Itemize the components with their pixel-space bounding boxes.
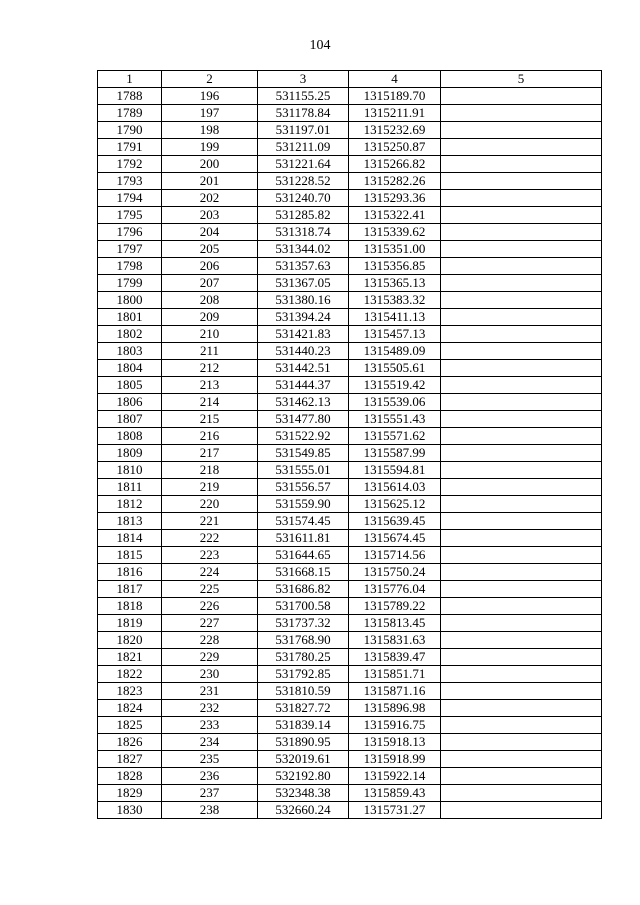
y-coordinate-cell: 1315383.32 (349, 292, 441, 309)
y-coordinate-cell: 1315714.56 (349, 547, 441, 564)
row-number-cell: 1819 (98, 615, 162, 632)
y-coordinate-cell: 1315571.62 (349, 428, 441, 445)
y-coordinate-cell: 1315489.09 (349, 343, 441, 360)
y-coordinate-cell: 1315232.69 (349, 122, 441, 139)
notes-cell (441, 241, 602, 258)
coordinates-table (97, 70, 602, 819)
point-number-cell: 199 (162, 139, 258, 156)
table-row (98, 581, 602, 598)
table-row (98, 513, 602, 530)
table-row (98, 751, 602, 768)
point-number-cell: 219 (162, 479, 258, 496)
notes-cell (441, 394, 602, 411)
y-coordinate-cell: 1315851.71 (349, 666, 441, 683)
table-row (98, 377, 602, 394)
x-coordinate-cell: 531442.51 (258, 360, 349, 377)
point-number-cell: 223 (162, 547, 258, 564)
table-row (98, 173, 602, 190)
y-coordinate-cell: 1315250.87 (349, 139, 441, 156)
y-coordinate-cell: 1315519.42 (349, 377, 441, 394)
y-coordinate-cell: 1315539.06 (349, 394, 441, 411)
notes-cell (441, 734, 602, 751)
notes-cell (441, 496, 602, 513)
point-number-cell: 210 (162, 326, 258, 343)
x-coordinate-cell: 531285.82 (258, 207, 349, 224)
y-coordinate-cell: 1315293.36 (349, 190, 441, 207)
y-coordinate-cell: 1315339.62 (349, 224, 441, 241)
row-number-cell: 1796 (98, 224, 162, 241)
table-row (98, 666, 602, 683)
notes-cell (441, 275, 602, 292)
table-row (98, 394, 602, 411)
row-number-cell: 1824 (98, 700, 162, 717)
x-coordinate-cell: 531810.59 (258, 683, 349, 700)
point-number-cell: 222 (162, 530, 258, 547)
point-number-cell: 197 (162, 105, 258, 122)
table-row (98, 156, 602, 173)
notes-cell (441, 632, 602, 649)
notes-cell (441, 513, 602, 530)
x-coordinate-cell: 531792.85 (258, 666, 349, 683)
x-coordinate-cell: 531318.74 (258, 224, 349, 241)
x-coordinate-cell: 531700.58 (258, 598, 349, 615)
notes-cell (441, 581, 602, 598)
notes-cell (441, 326, 602, 343)
row-number-cell: 1789 (98, 105, 162, 122)
y-coordinate-cell: 1315918.99 (349, 751, 441, 768)
x-coordinate-cell: 531344.02 (258, 241, 349, 258)
point-number-cell: 225 (162, 581, 258, 598)
x-coordinate-cell: 531197.01 (258, 122, 349, 139)
point-number-cell: 218 (162, 462, 258, 479)
notes-cell (441, 717, 602, 734)
row-number-cell: 1812 (98, 496, 162, 513)
point-number-cell: 231 (162, 683, 258, 700)
x-coordinate-cell: 531221.64 (258, 156, 349, 173)
table-row (98, 802, 602, 819)
x-coordinate-cell: 531611.81 (258, 530, 349, 547)
table-row (98, 734, 602, 751)
table-row (98, 785, 602, 802)
row-number-cell: 1822 (98, 666, 162, 683)
notes-cell (441, 649, 602, 666)
table-row (98, 564, 602, 581)
point-number-cell: 237 (162, 785, 258, 802)
table-row (98, 105, 602, 122)
y-coordinate-cell: 1315896.98 (349, 700, 441, 717)
y-coordinate-cell: 1315211.91 (349, 105, 441, 122)
y-coordinate-cell: 1315731.27 (349, 802, 441, 819)
row-number-cell: 1823 (98, 683, 162, 700)
x-coordinate-cell: 531367.05 (258, 275, 349, 292)
y-coordinate-cell: 1315411.13 (349, 309, 441, 326)
y-coordinate-cell: 1315922.14 (349, 768, 441, 785)
row-number-cell: 1795 (98, 207, 162, 224)
point-number-cell: 211 (162, 343, 258, 360)
point-number-cell: 229 (162, 649, 258, 666)
x-coordinate-cell: 531574.45 (258, 513, 349, 530)
notes-cell (441, 309, 602, 326)
point-number-cell: 201 (162, 173, 258, 190)
notes-cell (441, 207, 602, 224)
row-number-cell: 1791 (98, 139, 162, 156)
table-row (98, 598, 602, 615)
header-row (98, 71, 602, 88)
notes-cell (441, 156, 602, 173)
table-row (98, 309, 602, 326)
row-number-cell: 1818 (98, 598, 162, 615)
notes-cell (441, 802, 602, 819)
point-number-cell: 204 (162, 224, 258, 241)
notes-cell (441, 292, 602, 309)
table-row (98, 547, 602, 564)
column-header-3: 3 (258, 71, 349, 88)
y-coordinate-cell: 1315266.82 (349, 156, 441, 173)
row-number-cell: 1820 (98, 632, 162, 649)
point-number-cell: 217 (162, 445, 258, 462)
x-coordinate-cell: 531421.83 (258, 326, 349, 343)
y-coordinate-cell: 1315916.75 (349, 717, 441, 734)
notes-cell (441, 343, 602, 360)
row-number-cell: 1798 (98, 258, 162, 275)
x-coordinate-cell: 531549.85 (258, 445, 349, 462)
y-coordinate-cell: 1315750.24 (349, 564, 441, 581)
notes-cell (441, 105, 602, 122)
notes-cell (441, 700, 602, 717)
table-row (98, 428, 602, 445)
notes-cell (441, 547, 602, 564)
x-coordinate-cell: 531462.13 (258, 394, 349, 411)
notes-cell (441, 768, 602, 785)
y-coordinate-cell: 1315789.22 (349, 598, 441, 615)
row-number-cell: 1810 (98, 462, 162, 479)
point-number-cell: 233 (162, 717, 258, 734)
notes-cell (441, 411, 602, 428)
table-row (98, 462, 602, 479)
row-number-cell: 1826 (98, 734, 162, 751)
x-coordinate-cell: 531240.70 (258, 190, 349, 207)
row-number-cell: 1800 (98, 292, 162, 309)
point-number-cell: 206 (162, 258, 258, 275)
point-number-cell: 213 (162, 377, 258, 394)
table-row (98, 717, 602, 734)
y-coordinate-cell: 1315551.43 (349, 411, 441, 428)
notes-cell (441, 785, 602, 802)
point-number-cell: 202 (162, 190, 258, 207)
table-row (98, 530, 602, 547)
point-number-cell: 214 (162, 394, 258, 411)
row-number-cell: 1803 (98, 343, 162, 360)
row-number-cell: 1805 (98, 377, 162, 394)
notes-cell (441, 139, 602, 156)
row-number-cell: 1829 (98, 785, 162, 802)
notes-cell (441, 666, 602, 683)
x-coordinate-cell: 532660.24 (258, 802, 349, 819)
column-header-2: 2 (162, 71, 258, 88)
row-number-cell: 1793 (98, 173, 162, 190)
notes-cell (441, 615, 602, 632)
x-coordinate-cell: 531394.24 (258, 309, 349, 326)
point-number-cell: 236 (162, 768, 258, 785)
x-coordinate-cell: 531211.09 (258, 139, 349, 156)
x-coordinate-cell: 531440.23 (258, 343, 349, 360)
row-number-cell: 1802 (98, 326, 162, 343)
y-coordinate-cell: 1315674.45 (349, 530, 441, 547)
notes-cell (441, 377, 602, 394)
x-coordinate-cell: 531556.57 (258, 479, 349, 496)
notes-cell (441, 173, 602, 190)
x-coordinate-cell: 531644.65 (258, 547, 349, 564)
table-row (98, 275, 602, 292)
y-coordinate-cell: 1315365.13 (349, 275, 441, 292)
table-row (98, 632, 602, 649)
row-number-cell: 1811 (98, 479, 162, 496)
point-number-cell: 196 (162, 88, 258, 105)
y-coordinate-cell: 1315282.26 (349, 173, 441, 190)
notes-cell (441, 445, 602, 462)
row-number-cell: 1797 (98, 241, 162, 258)
notes-cell (441, 224, 602, 241)
notes-cell (441, 479, 602, 496)
table-row (98, 649, 602, 666)
table-row (98, 88, 602, 105)
row-number-cell: 1794 (98, 190, 162, 207)
table-row (98, 258, 602, 275)
row-number-cell: 1808 (98, 428, 162, 445)
row-number-cell: 1828 (98, 768, 162, 785)
row-number-cell: 1814 (98, 530, 162, 547)
point-number-cell: 234 (162, 734, 258, 751)
x-coordinate-cell: 531737.32 (258, 615, 349, 632)
table-row (98, 139, 602, 156)
y-coordinate-cell: 1315776.04 (349, 581, 441, 598)
notes-cell (441, 530, 602, 547)
x-coordinate-cell: 531559.90 (258, 496, 349, 513)
notes-cell (441, 564, 602, 581)
y-coordinate-cell: 1315189.70 (349, 88, 441, 105)
row-number-cell: 1799 (98, 275, 162, 292)
x-coordinate-cell: 531780.25 (258, 649, 349, 666)
x-coordinate-cell: 531522.92 (258, 428, 349, 445)
x-coordinate-cell: 531228.52 (258, 173, 349, 190)
y-coordinate-cell: 1315871.16 (349, 683, 441, 700)
x-coordinate-cell: 531155.25 (258, 88, 349, 105)
point-number-cell: 212 (162, 360, 258, 377)
table-row (98, 411, 602, 428)
point-number-cell: 207 (162, 275, 258, 292)
notes-cell (441, 122, 602, 139)
x-coordinate-cell: 531380.16 (258, 292, 349, 309)
y-coordinate-cell: 1315859.43 (349, 785, 441, 802)
row-number-cell: 1792 (98, 156, 162, 173)
row-number-cell: 1807 (98, 411, 162, 428)
row-number-cell: 1804 (98, 360, 162, 377)
point-number-cell: 228 (162, 632, 258, 649)
row-number-cell: 1816 (98, 564, 162, 581)
table-row (98, 224, 602, 241)
table-body (98, 88, 602, 819)
column-header-5: 5 (441, 71, 602, 88)
point-number-cell: 227 (162, 615, 258, 632)
y-coordinate-cell: 1315351.00 (349, 241, 441, 258)
y-coordinate-cell: 1315625.12 (349, 496, 441, 513)
point-number-cell: 209 (162, 309, 258, 326)
table-row (98, 360, 602, 377)
point-number-cell: 203 (162, 207, 258, 224)
notes-cell (441, 598, 602, 615)
x-coordinate-cell: 532348.38 (258, 785, 349, 802)
x-coordinate-cell: 531890.95 (258, 734, 349, 751)
row-number-cell: 1806 (98, 394, 162, 411)
x-coordinate-cell: 531768.90 (258, 632, 349, 649)
point-number-cell: 226 (162, 598, 258, 615)
x-coordinate-cell: 531827.72 (258, 700, 349, 717)
point-number-cell: 215 (162, 411, 258, 428)
y-coordinate-cell: 1315505.61 (349, 360, 441, 377)
table-row (98, 700, 602, 717)
y-coordinate-cell: 1315587.99 (349, 445, 441, 462)
x-coordinate-cell: 531555.01 (258, 462, 349, 479)
table-row (98, 615, 602, 632)
point-number-cell: 221 (162, 513, 258, 530)
x-coordinate-cell: 532192.80 (258, 768, 349, 785)
row-number-cell: 1815 (98, 547, 162, 564)
point-number-cell: 232 (162, 700, 258, 717)
y-coordinate-cell: 1315839.47 (349, 649, 441, 666)
y-coordinate-cell: 1315813.45 (349, 615, 441, 632)
table-row (98, 683, 602, 700)
table-row (98, 326, 602, 343)
row-number-cell: 1817 (98, 581, 162, 598)
row-number-cell: 1801 (98, 309, 162, 326)
point-number-cell: 205 (162, 241, 258, 258)
point-number-cell: 200 (162, 156, 258, 173)
table-row (98, 207, 602, 224)
y-coordinate-cell: 1315831.63 (349, 632, 441, 649)
row-number-cell: 1809 (98, 445, 162, 462)
notes-cell (441, 751, 602, 768)
row-number-cell: 1788 (98, 88, 162, 105)
y-coordinate-cell: 1315639.45 (349, 513, 441, 530)
point-number-cell: 220 (162, 496, 258, 513)
x-coordinate-cell: 531357.63 (258, 258, 349, 275)
notes-cell (441, 428, 602, 445)
table-row (98, 122, 602, 139)
column-header-1: 1 (98, 71, 162, 88)
y-coordinate-cell: 1315356.85 (349, 258, 441, 275)
table-row (98, 292, 602, 309)
x-coordinate-cell: 531444.37 (258, 377, 349, 394)
row-number-cell: 1821 (98, 649, 162, 666)
x-coordinate-cell: 531668.15 (258, 564, 349, 581)
table-row (98, 768, 602, 785)
x-coordinate-cell: 531178.84 (258, 105, 349, 122)
row-number-cell: 1827 (98, 751, 162, 768)
notes-cell (441, 258, 602, 275)
y-coordinate-cell: 1315918.13 (349, 734, 441, 751)
y-coordinate-cell: 1315594.81 (349, 462, 441, 479)
y-coordinate-cell: 1315614.03 (349, 479, 441, 496)
x-coordinate-cell: 531686.82 (258, 581, 349, 598)
y-coordinate-cell: 1315457.13 (349, 326, 441, 343)
x-coordinate-cell: 531839.14 (258, 717, 349, 734)
table-row (98, 190, 602, 207)
table-row (98, 241, 602, 258)
point-number-cell: 216 (162, 428, 258, 445)
point-number-cell: 224 (162, 564, 258, 581)
table-row (98, 496, 602, 513)
table-row (98, 479, 602, 496)
page-number: 104 (309, 38, 331, 53)
table-row (98, 343, 602, 360)
notes-cell (441, 88, 602, 105)
notes-cell (441, 190, 602, 207)
row-number-cell: 1830 (98, 802, 162, 819)
x-coordinate-cell: 532019.61 (258, 751, 349, 768)
table-row (98, 445, 602, 462)
point-number-cell: 208 (162, 292, 258, 309)
column-header-4: 4 (349, 71, 441, 88)
notes-cell (441, 462, 602, 479)
row-number-cell: 1825 (98, 717, 162, 734)
x-coordinate-cell: 531477.80 (258, 411, 349, 428)
point-number-cell: 230 (162, 666, 258, 683)
row-number-cell: 1813 (98, 513, 162, 530)
y-coordinate-cell: 1315322.41 (349, 207, 441, 224)
table-header (98, 71, 602, 88)
point-number-cell: 198 (162, 122, 258, 139)
point-number-cell: 238 (162, 802, 258, 819)
point-number-cell: 235 (162, 751, 258, 768)
row-number-cell: 1790 (98, 122, 162, 139)
notes-cell (441, 360, 602, 377)
notes-cell (441, 683, 602, 700)
